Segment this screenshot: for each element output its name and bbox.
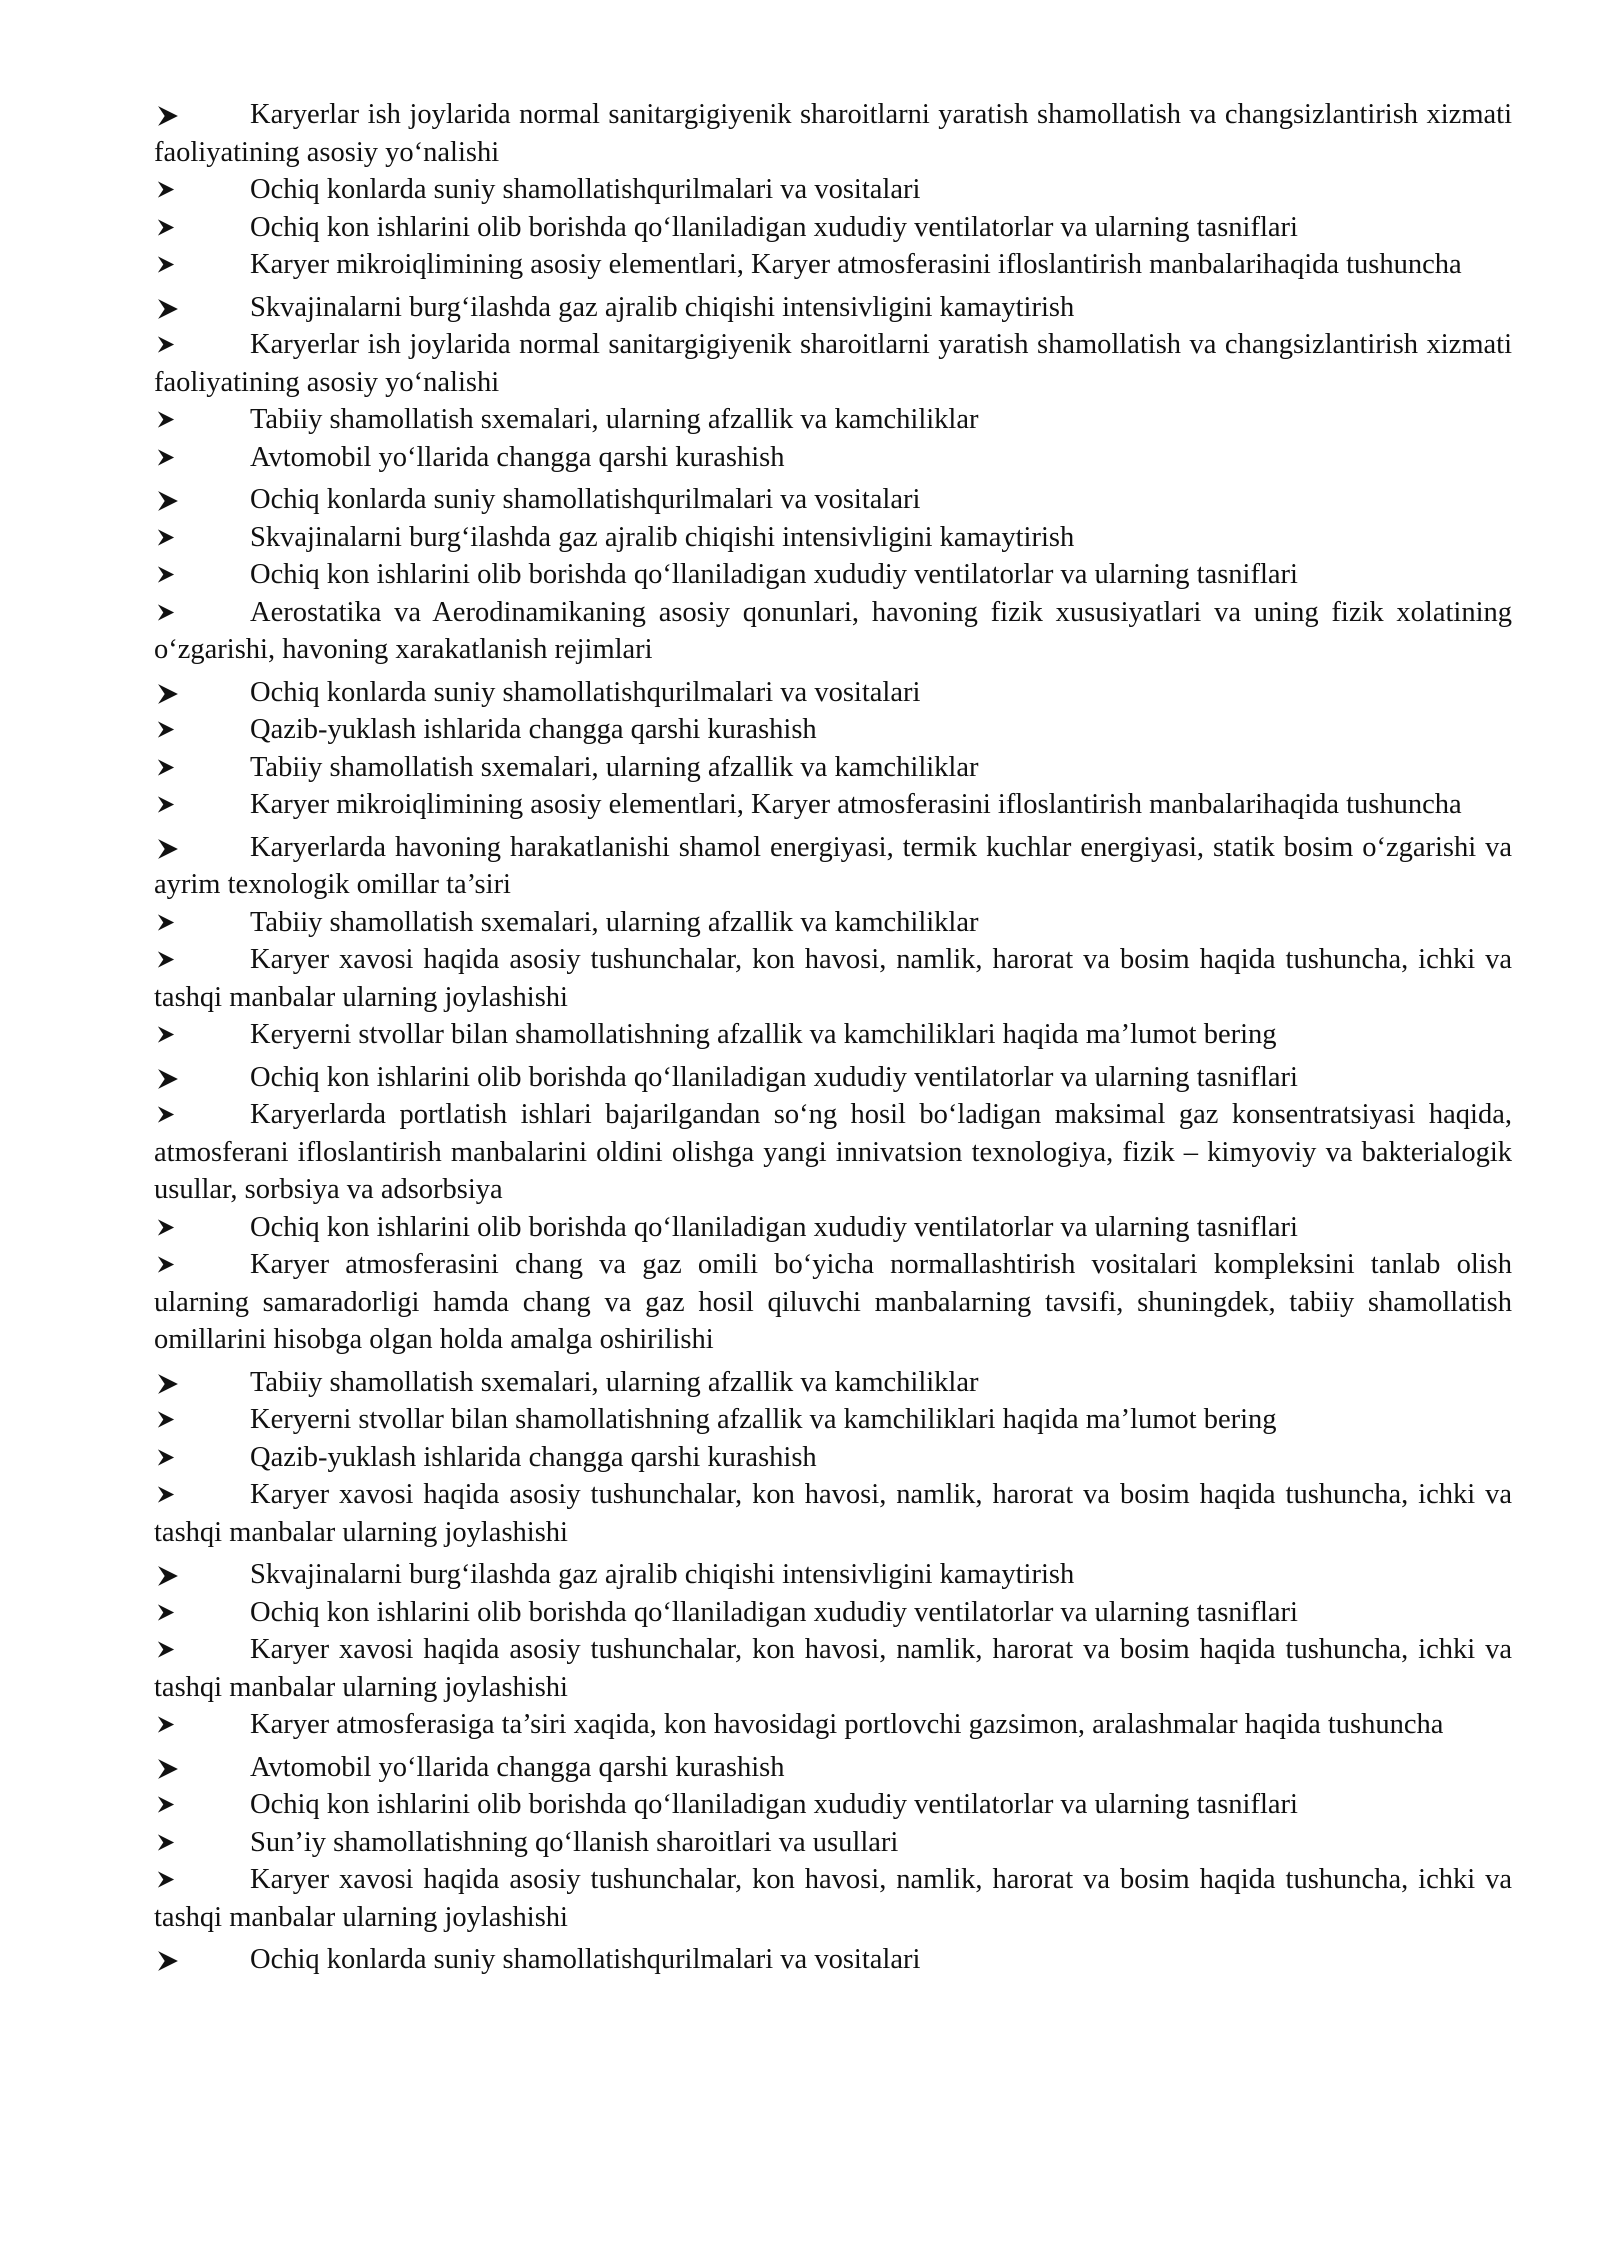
arrowhead-bullet-icon	[154, 1096, 194, 1134]
arrowhead-bullet-icon	[154, 1706, 194, 1744]
list-item	[154, 594, 1512, 669]
list-item	[154, 326, 1512, 401]
list-item	[154, 1631, 1512, 1706]
list-item-text: Aerostatika va Aerodinamikaning asosiy qonunlari, havoning fizik xususiyatlari va uning fizik xolatining o‘zgarishi, havoning xarakatlanish rejimlari	[154, 596, 1512, 665]
list-item-text: Karyer xavosi haqida asosiy tushunchalar, kon havosi, namlik, harorat va bosim haqida tushuncha, ichki va tashqi manbalar ularning joylashishi	[154, 1634, 1512, 1703]
list-item-text: Keryerni stvollar bilan shamollatishning afzallik va kamchiliklari haqida ma’lumot bering	[250, 1019, 1277, 1050]
list-item	[154, 1364, 1512, 1402]
list-item-text: Skvajinalarni burg‘ilashda gaz ajralib chiqishi intensivligini kamaytirish	[250, 1559, 1075, 1590]
list-item	[154, 1476, 1512, 1551]
arrowhead-bullet-icon	[154, 1941, 194, 1979]
list-item-text: Ochiq kon ishlarini olib borishda qo‘llaniladigan xududiy ventilatorlar va ularning tasniflari	[250, 211, 1298, 243]
arrowhead-bullet-icon	[154, 401, 194, 439]
list-item	[154, 289, 1512, 327]
arrowhead-bullet-icon	[154, 941, 194, 979]
list-item	[154, 481, 1512, 519]
arrowhead-bullet-icon	[154, 1364, 194, 1402]
list-item-text: Karyerlarda portlatish ishlari bajarilgandan so‘ng hosil bo‘ladigan maksimal gaz konsentratsiyasi haqida, atmosferani ifloslantirish manbalarini oldini olishga yangi innivatsion texnologiya, fizik – kimyoviy va bakterialogik usullar, sorbsiya va adsorbsiya	[154, 1099, 1512, 1205]
list-item-text: Skvajinalarni burg‘ilashda gaz ajralib chiqishi intensivligini kamaytirish	[250, 291, 1075, 323]
list-item	[154, 1786, 1512, 1824]
list-item-text: Karyerlarda havoning harakatlanishi shamol energiyasi, termik kuchlar energiyasi, statik bosim o‘zgarishi va ayrim texnologik omillar ta’siri	[154, 831, 1512, 900]
arrowhead-bullet-icon	[154, 1209, 194, 1247]
arrowhead-bullet-icon	[154, 711, 194, 749]
list-item-text: Ochiq konlarda suniy shamollatishqurilmalari va vositalari	[250, 1944, 921, 1975]
list-item	[154, 96, 1512, 171]
list-item	[154, 519, 1512, 557]
list-item	[154, 1594, 1512, 1632]
arrowhead-bullet-icon	[154, 1786, 194, 1824]
list-item	[154, 941, 1512, 1016]
list-item-text: Karyerlar ish joylarida normal sanitargigiyenik sharoitlarni yaratish shamollatish va changsizlantirish xizmati faoliyatining asosiy yo‘nalishi	[154, 99, 1512, 168]
arrowhead-bullet-icon	[154, 519, 194, 557]
list-item-text: Avtomobil yo‘llarida changga qarshi kurashish	[250, 441, 785, 473]
list-item	[154, 1824, 1512, 1862]
arrowhead-bullet-icon	[154, 246, 194, 284]
arrowhead-bullet-icon	[154, 1016, 194, 1054]
list-item	[154, 1706, 1512, 1744]
list-item	[154, 209, 1512, 247]
list-item-text: Qazib-yuklash ishlarida changga qarshi kurashish	[250, 1441, 817, 1473]
arrowhead-bullet-icon	[154, 674, 194, 712]
list-item	[154, 1556, 1512, 1594]
arrowhead-bullet-icon	[154, 1631, 194, 1669]
list-item-text: Tabiiy shamollatish sxemalari, ularning afzallik va kamchiliklar	[250, 906, 979, 938]
arrowhead-bullet-icon	[154, 1059, 194, 1097]
arrowhead-bullet-icon	[154, 1861, 194, 1899]
arrowhead-bullet-icon	[154, 1401, 194, 1439]
list-item-text: Avtomobil yo‘llarida changga qarshi kurashish	[250, 1751, 785, 1783]
arrowhead-bullet-icon	[154, 1439, 194, 1477]
list-item	[154, 674, 1512, 712]
arrowhead-bullet-icon	[154, 556, 194, 594]
arrowhead-bullet-icon	[154, 594, 194, 632]
list-item	[154, 246, 1512, 284]
list-item-text: Karyer xavosi haqida asosiy tushunchalar, kon havosi, namlik, harorat va bosim haqida tushuncha, ichki va tashqi manbalar ularning joylashishi	[154, 1479, 1512, 1548]
list-item	[154, 829, 1512, 904]
arrowhead-bullet-icon	[154, 1749, 194, 1787]
list-item-text: Keryerni stvollar bilan shamollatishning afzallik va kamchiliklari haqida ma’lumot bering	[250, 1404, 1277, 1435]
list-item	[154, 1749, 1512, 1787]
arrowhead-bullet-icon	[154, 96, 194, 134]
list-item-text: Karyer xavosi haqida asosiy tushunchalar, kon havosi, namlik, harorat va bosim haqida tushuncha, ichki va tashqi manbalar ularning joylashishi	[154, 944, 1512, 1013]
list-item	[154, 1059, 1512, 1097]
arrowhead-bullet-icon	[154, 439, 194, 477]
list-item-text: Qazib-yuklash ishlarida changga qarshi kurashish	[250, 714, 817, 745]
list-item-text: Tabiiy shamollatish sxemalari, ularning afzallik va kamchiliklar	[250, 1366, 979, 1398]
list-item-text: Tabiiy shamollatish sxemalari, ularning afzallik va kamchiliklar	[250, 404, 979, 435]
list-item	[154, 1209, 1512, 1247]
list-item	[154, 171, 1512, 209]
arrowhead-bullet-icon	[154, 1556, 194, 1594]
list-item	[154, 786, 1512, 824]
list-item-text: Ochiq konlarda suniy shamollatishqurilmalari va vositalari	[250, 676, 921, 708]
arrowhead-bullet-icon	[154, 1594, 194, 1632]
list-item-text: Ochiq kon ishlarini olib borishda qo‘llaniladigan xududiy ventilatorlar va ularning tasniflari	[250, 559, 1298, 590]
list-item	[154, 1016, 1512, 1054]
arrowhead-bullet-icon	[154, 1246, 194, 1284]
arrowhead-bullet-icon	[154, 1476, 194, 1514]
arrowhead-bullet-icon	[154, 904, 194, 942]
list-item	[154, 1401, 1512, 1439]
list-item	[154, 1096, 1512, 1209]
list-item-text: Ochiq konlarda suniy shamollatishqurilmalari va vositalari	[250, 174, 921, 205]
list-item	[154, 1861, 1512, 1936]
arrowhead-bullet-icon	[154, 289, 194, 327]
list-item-text: Karyer mikroiqlimining asosiy elementlari, Karyer atmosferasini ifloslantirish manbalarihaqida tushuncha	[250, 789, 1462, 820]
list-item-text: Karyer atmosferasiga ta’siri xaqida, kon havosidagi portlovchi gazsimon, aralashmalar haqida tushuncha	[250, 1709, 1444, 1740]
arrowhead-bullet-icon	[154, 786, 194, 824]
list-item-text: Ochiq kon ishlarini olib borishda qo‘llaniladigan xududiy ventilatorlar va ularning tasniflari	[250, 1789, 1298, 1820]
list-item	[154, 904, 1512, 942]
list-item-text: Ochiq kon ishlarini olib borishda qo‘llaniladigan xududiy ventilatorlar va ularning tasniflari	[250, 1211, 1298, 1243]
list-item-text: Tabiiy shamollatish sxemalari, ularning afzallik va kamchiliklar	[250, 751, 979, 783]
list-item	[154, 1941, 1512, 1979]
list-item-text: Karyer xavosi haqida asosiy tushunchalar, kon havosi, namlik, harorat va bosim haqida tushuncha, ichki va tashqi manbalar ularning joylashishi	[154, 1864, 1512, 1933]
list-item	[154, 749, 1512, 787]
list-item	[154, 401, 1512, 439]
list-item-text: Skvajinalarni burg‘ilashda gaz ajralib chiqishi intensivligini kamaytirish	[250, 521, 1075, 553]
list-item	[154, 1246, 1512, 1359]
list-item	[154, 439, 1512, 477]
list-item	[154, 1439, 1512, 1477]
list-item-text: Ochiq kon ishlarini olib borishda qo‘llaniladigan xududiy ventilatorlar va ularning tasniflari	[250, 1596, 1298, 1628]
list-item-text: Ochiq konlarda suniy shamollatishqurilmalari va vositalari	[250, 484, 921, 515]
list-item-text: Ochiq kon ishlarini olib borishda qo‘llaniladigan xududiy ventilatorlar va ularning tasniflari	[250, 1061, 1298, 1093]
document-page	[154, 96, 1512, 1979]
list-item-text: Karyer atmosferasini chang va gaz omili bo‘yicha normallashtirish vositalari kompleksini tanlab olish ularning samaradorligi hamda chang va gaz hosil qiluvchi manbalarning tavsifi, shuningdek, tabiiy shamollatish omillarini hisobga olgan holda amalga oshirilishi	[154, 1249, 1512, 1355]
list-item	[154, 556, 1512, 594]
list-item-text: Karyer mikroiqlimining asosiy elementlari, Karyer atmosferasini ifloslantirish manbalarihaqida tushuncha	[250, 249, 1462, 280]
arrowhead-bullet-icon	[154, 829, 194, 867]
arrowhead-bullet-icon	[154, 481, 194, 519]
arrowhead-bullet-icon	[154, 1824, 194, 1862]
list-item-text: Karyerlar ish joylarida normal sanitargigiyenik sharoitlarni yaratish shamollatish va changsizlantirish xizmati faoliyatining asosiy yo‘nalishi	[154, 329, 1512, 398]
list-item-text: Sun’iy shamollatishning qo‘llanish sharoitlari va usullari	[250, 1826, 899, 1858]
arrowhead-bullet-icon	[154, 326, 194, 364]
arrowhead-bullet-icon	[154, 209, 194, 247]
arrowhead-bullet-icon	[154, 171, 194, 209]
arrowhead-bullet-icon	[154, 749, 194, 787]
list-item	[154, 711, 1512, 749]
